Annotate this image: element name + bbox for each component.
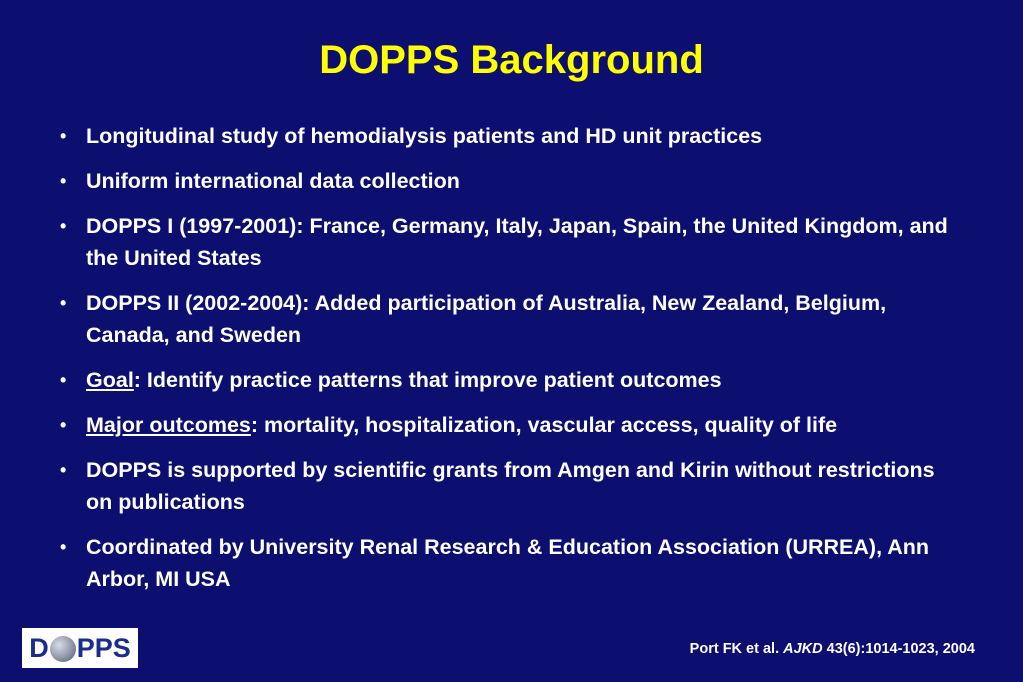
bullet-dot-icon: • bbox=[60, 460, 67, 480]
bullet-dot-icon: • bbox=[60, 216, 67, 236]
bullet-dot-icon: • bbox=[60, 370, 67, 390]
bullet-dot-icon: • bbox=[60, 293, 67, 313]
bullet-item: • Longitudinal study of hemodialysis patients and HD unit practices bbox=[58, 120, 958, 152]
bullet-item: • Major outcomes: mortality, hospitalization, vascular access, quality of life bbox=[58, 409, 958, 441]
journal-name: AJKD bbox=[783, 641, 823, 657]
bullet-item: • DOPPS II (2002-2004): Added participation of Australia, New Zealand, Belgium, Canada, and Sweden bbox=[58, 287, 958, 351]
logo-letter-d: D bbox=[29, 632, 49, 663]
globe-icon bbox=[50, 636, 76, 662]
bullet-dot-icon: • bbox=[60, 126, 67, 146]
bullet-item: • Uniform international data collection bbox=[58, 165, 958, 197]
goal-label: Goal bbox=[86, 368, 134, 392]
dopps-logo bbox=[22, 628, 138, 668]
major-outcomes-label: Major outcomes bbox=[86, 413, 251, 437]
bullet-item: • DOPPS is supported by scientific grants from Amgen and Kirin without restrictions on publications bbox=[58, 454, 958, 518]
bullet-dot-icon: • bbox=[60, 415, 67, 435]
bullet-dot-icon: • bbox=[60, 171, 67, 191]
bullet-item: • Goal: Identify practice patterns that improve patient outcomes bbox=[58, 364, 958, 396]
bullet-item: • Coordinated by University Renal Research & Education Association (URREA), Ann Arbor, MI USA bbox=[58, 531, 958, 595]
bullet-dot-icon: • bbox=[60, 537, 67, 557]
bullet-item: • DOPPS I (1997-2001): France, Germany, Italy, Japan, Spain, the United Kingdom, and the United States bbox=[58, 210, 958, 274]
citation: Port FK et al. AJKD 43(6):1014-1023, 2004 bbox=[689, 641, 975, 657]
logo-letters-pps: PPS bbox=[76, 632, 131, 663]
slide-title: DOPPS Background bbox=[319, 38, 704, 82]
bullet-list bbox=[58, 120, 958, 608]
